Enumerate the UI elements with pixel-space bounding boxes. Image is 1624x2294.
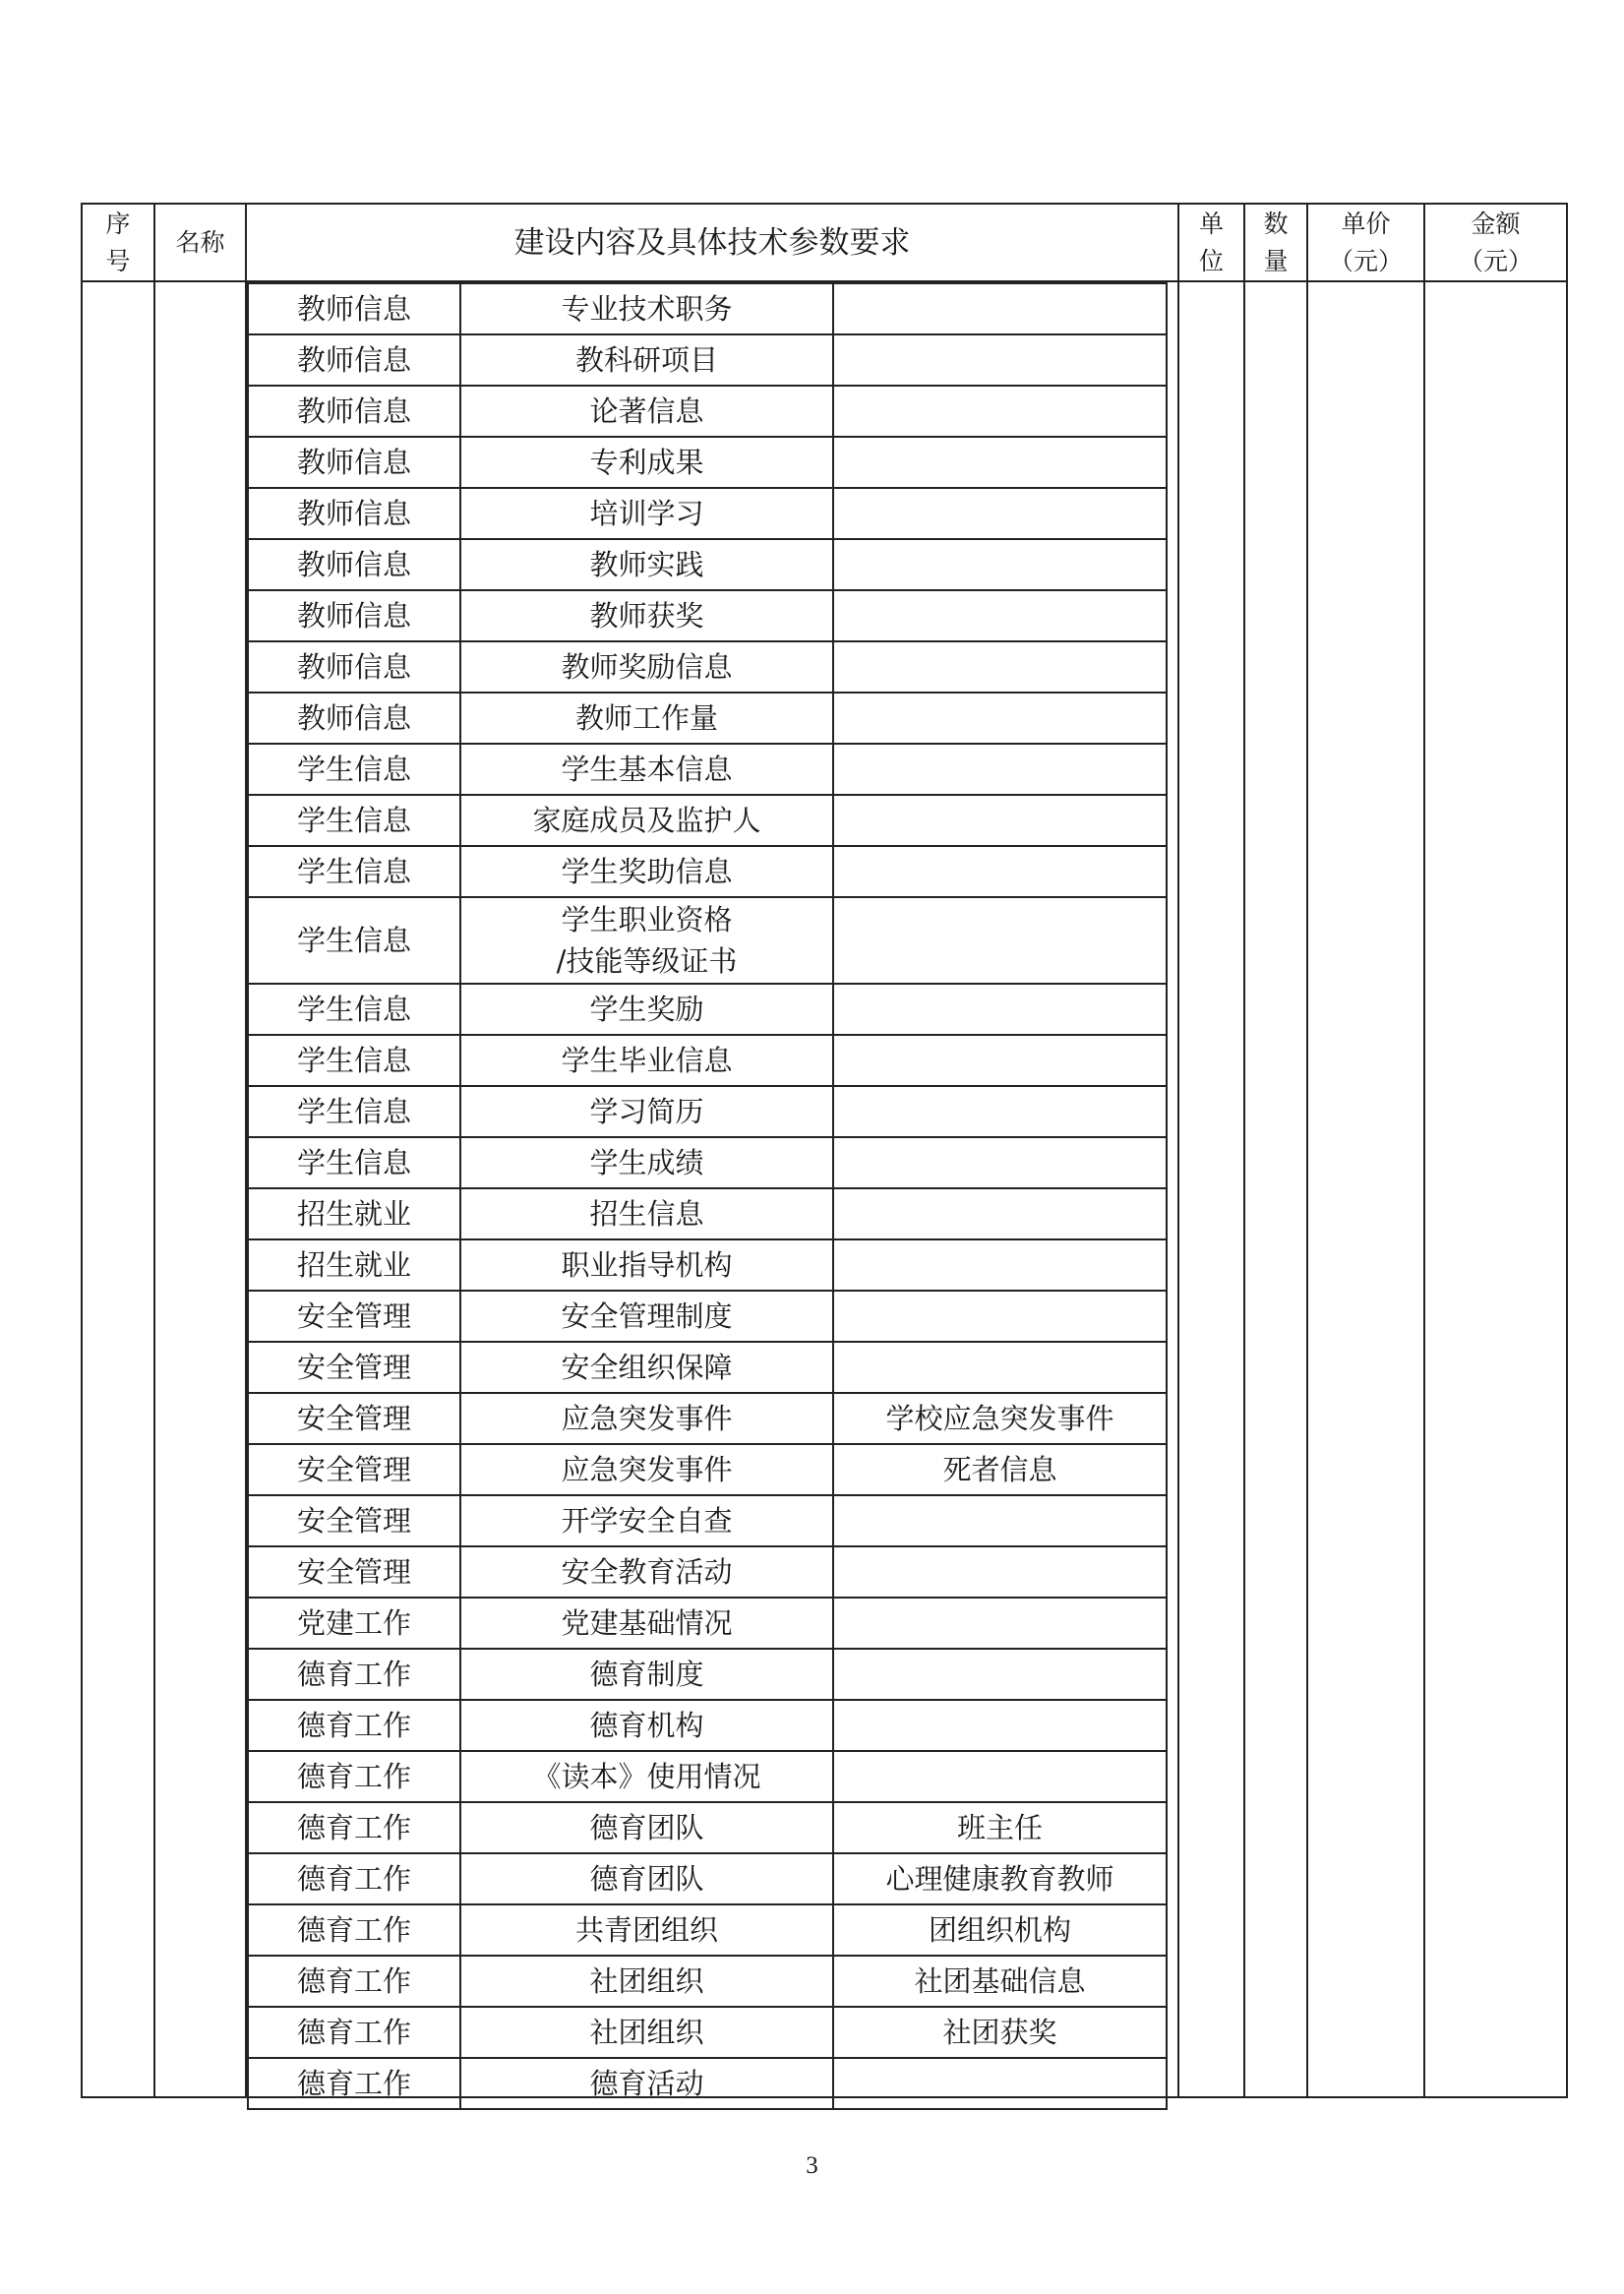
category-cell: 教师信息 xyxy=(248,437,460,488)
detail-cell: 团组织机构 xyxy=(833,1904,1167,1956)
category-cell: 德育工作 xyxy=(248,2007,460,2058)
item-cell: 学生毕业信息 xyxy=(460,1035,833,1086)
table-row xyxy=(248,1700,1167,1751)
item-cell: 学生奖励 xyxy=(460,984,833,1035)
category-cell: 学生信息 xyxy=(248,984,460,1035)
detail-cell xyxy=(833,1291,1167,1342)
table-row xyxy=(248,846,1167,897)
category-cell: 学生信息 xyxy=(248,846,460,897)
table-row xyxy=(248,1598,1167,1649)
table-row xyxy=(248,1137,1167,1188)
item-cell: 学生成绩 xyxy=(460,1137,833,1188)
category-cell: 党建工作 xyxy=(248,1598,460,1649)
item-line: /技能等级证书 xyxy=(556,944,738,978)
category-cell: 德育工作 xyxy=(248,1751,460,1802)
detail-cell: 学校应急突发事件 xyxy=(833,1393,1167,1444)
detail-cell: 心理健康教育教师 xyxy=(833,1853,1167,1904)
header-seq: 序 号 xyxy=(105,209,131,275)
detail-cell xyxy=(833,488,1167,539)
item-cell: 学生奖助信息 xyxy=(460,846,833,897)
category-cell: 德育工作 xyxy=(248,1956,460,2007)
category-cell: 教师信息 xyxy=(248,488,460,539)
detail-cell xyxy=(833,1751,1167,1802)
category-cell: 安全管理 xyxy=(248,1393,460,1444)
category-cell: 学生信息 xyxy=(248,1137,460,1188)
category-cell: 教师信息 xyxy=(248,334,460,386)
item-cell: 社团组织 xyxy=(460,1956,833,2007)
column-rule xyxy=(1243,203,1245,2098)
item-cell: 德育团队 xyxy=(460,1802,833,1853)
detail-cell xyxy=(833,1239,1167,1291)
detail-cell xyxy=(833,641,1167,693)
page-number: 3 xyxy=(806,2152,818,2179)
column-rule xyxy=(1423,203,1425,2098)
category-cell: 学生信息 xyxy=(248,1035,460,1086)
detail-cell xyxy=(833,1649,1167,1700)
table-row xyxy=(248,1444,1167,1495)
table-row xyxy=(248,795,1167,846)
item-cell: 德育机构 xyxy=(460,1700,833,1751)
table-row xyxy=(248,1495,1167,1546)
detail-cell xyxy=(833,2058,1167,2109)
header-quantity: 数 量 xyxy=(1263,209,1289,275)
table-row xyxy=(248,1086,1167,1137)
detail-cell xyxy=(833,1546,1167,1598)
category-cell: 教师信息 xyxy=(248,539,460,590)
detail-cell xyxy=(833,334,1167,386)
item-cell: 学生基本信息 xyxy=(460,744,833,795)
detail-cell xyxy=(833,744,1167,795)
detail-cell: 社团基础信息 xyxy=(833,1956,1167,2007)
detail-cell xyxy=(833,539,1167,590)
table-row xyxy=(248,590,1167,641)
category-cell: 学生信息 xyxy=(248,1086,460,1137)
category-cell: 教师信息 xyxy=(248,693,460,744)
table-row xyxy=(248,693,1167,744)
table-row xyxy=(248,984,1167,1035)
category-cell: 德育工作 xyxy=(248,1802,460,1853)
table-row xyxy=(248,1904,1167,1956)
item-cell: 德育活动 xyxy=(460,2058,833,2109)
category-cell: 安全管理 xyxy=(248,1546,460,1598)
item-cell: 专业技术职务 xyxy=(460,283,833,334)
item-cell: 共青团组织 xyxy=(460,1904,833,1956)
table-row xyxy=(248,488,1167,539)
table-row xyxy=(248,2058,1167,2109)
detail-cell xyxy=(833,1086,1167,1137)
detail-cell xyxy=(833,897,1167,984)
item-cell: 应急突发事件 xyxy=(460,1393,833,1444)
table-row xyxy=(248,386,1167,437)
table-row xyxy=(248,1393,1167,1444)
item-cell: 家庭成员及监护人 xyxy=(460,795,833,846)
column-rule xyxy=(1306,203,1308,2098)
category-cell: 教师信息 xyxy=(248,641,460,693)
item-cell: 安全教育活动 xyxy=(460,1546,833,1598)
detail-cell xyxy=(833,283,1167,334)
detail-cell xyxy=(833,795,1167,846)
header-unit: 单 位 xyxy=(1198,209,1224,275)
table-row xyxy=(248,2007,1167,2058)
table-row xyxy=(248,1853,1167,1904)
item-cell: 教师获奖 xyxy=(460,590,833,641)
header-unit-price: 单价 （元） xyxy=(1328,209,1403,275)
detail-cell: 社团获奖 xyxy=(833,2007,1167,2058)
detail-cell xyxy=(833,846,1167,897)
item-cell: 开学安全自查 xyxy=(460,1495,833,1546)
table-row xyxy=(248,1546,1167,1598)
detail-cell xyxy=(833,386,1167,437)
category-cell: 安全管理 xyxy=(248,1444,460,1495)
item-cell: 应急突发事件 xyxy=(460,1444,833,1495)
header-name: 名称 xyxy=(175,227,225,257)
table-row xyxy=(248,1649,1167,1700)
detail-cell: 班主任 xyxy=(833,1802,1167,1853)
detail-cell xyxy=(833,1137,1167,1188)
detail-cell xyxy=(833,437,1167,488)
item-cell: 党建基础情况 xyxy=(460,1598,833,1649)
detail-cell: 死者信息 xyxy=(833,1444,1167,1495)
item-cell: 安全组织保障 xyxy=(460,1342,833,1393)
category-cell: 教师信息 xyxy=(248,386,460,437)
table-row xyxy=(248,1239,1167,1291)
category-cell: 招生就业 xyxy=(248,1239,460,1291)
item-cell: 学习简历 xyxy=(460,1086,833,1137)
header-content: 建设内容及具体技术参数要求 xyxy=(513,224,911,261)
category-cell: 德育工作 xyxy=(248,1649,460,1700)
category-cell: 学生信息 xyxy=(248,744,460,795)
detail-cell xyxy=(833,1598,1167,1649)
item-cell: 德育团队 xyxy=(460,1853,833,1904)
table-row xyxy=(248,1188,1167,1239)
table-row xyxy=(248,744,1167,795)
category-cell: 德育工作 xyxy=(248,2058,460,2109)
category-cell: 安全管理 xyxy=(248,1291,460,1342)
content-table xyxy=(247,282,1168,2110)
category-cell: 教师信息 xyxy=(248,283,460,334)
detail-cell xyxy=(833,1342,1167,1393)
table-row xyxy=(248,1751,1167,1802)
item-cell: 教科研项目 xyxy=(460,334,833,386)
detail-cell xyxy=(833,984,1167,1035)
header-amount: 金额 （元） xyxy=(1458,209,1533,275)
category-cell: 教师信息 xyxy=(248,590,460,641)
item-cell: 教师实践 xyxy=(460,539,833,590)
item-cell: 培训学习 xyxy=(460,488,833,539)
table-row xyxy=(248,539,1167,590)
detail-cell xyxy=(833,693,1167,744)
item-cell: 招生信息 xyxy=(460,1188,833,1239)
category-cell: 安全管理 xyxy=(248,1495,460,1546)
table-row xyxy=(248,1035,1167,1086)
item-cell: 职业指导机构 xyxy=(460,1239,833,1291)
column-rule xyxy=(153,203,155,2098)
item-cell: 专利成果 xyxy=(460,437,833,488)
item-cell: 论著信息 xyxy=(460,386,833,437)
detail-cell xyxy=(833,1035,1167,1086)
category-cell: 学生信息 xyxy=(248,795,460,846)
table-row xyxy=(248,1802,1167,1853)
category-cell: 招生就业 xyxy=(248,1188,460,1239)
item-cell: 教师奖励信息 xyxy=(460,641,833,693)
column-rule xyxy=(1177,203,1179,2098)
category-cell: 学生信息 xyxy=(248,897,460,984)
item-cell: 《读本》使用情况 xyxy=(460,1751,833,1802)
detail-cell xyxy=(833,1188,1167,1239)
table-row xyxy=(248,1291,1167,1342)
item-cell: 教师工作量 xyxy=(460,693,833,744)
category-cell: 安全管理 xyxy=(248,1342,460,1393)
detail-cell xyxy=(833,1700,1167,1751)
detail-cell xyxy=(833,590,1167,641)
category-cell: 德育工作 xyxy=(248,1904,460,1956)
item-line: 学生职业资格 xyxy=(561,903,733,936)
table-row xyxy=(248,897,1167,984)
item-cell: 安全管理制度 xyxy=(460,1291,833,1342)
category-cell: 德育工作 xyxy=(248,1853,460,1904)
table-row xyxy=(248,1956,1167,2007)
table-row xyxy=(248,283,1167,334)
detail-cell xyxy=(833,1495,1167,1546)
table-row xyxy=(248,1342,1167,1393)
category-cell: 德育工作 xyxy=(248,1700,460,1751)
table-row xyxy=(248,641,1167,693)
item-cell: 社团组织 xyxy=(460,2007,833,2058)
table-row xyxy=(248,437,1167,488)
table-row xyxy=(248,334,1167,386)
item-cell xyxy=(460,897,833,984)
item-cell: 德育制度 xyxy=(460,1649,833,1700)
